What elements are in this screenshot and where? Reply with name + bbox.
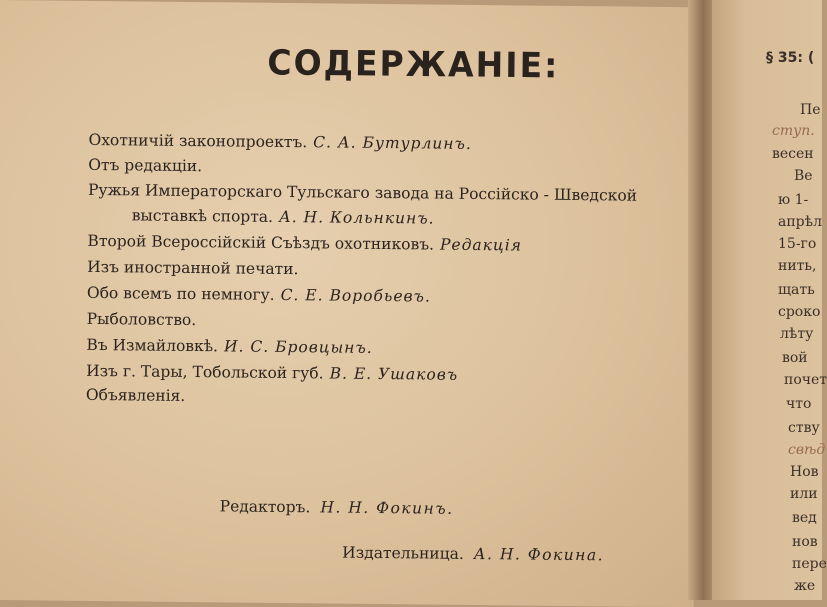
toc-entry-title: Отъ редакціи. <box>88 155 203 176</box>
toc-entry-2 <box>88 156 202 175</box>
right-line: Пе <box>800 102 821 118</box>
right-line: лѣту <box>780 326 814 342</box>
publisher-credit <box>342 544 604 565</box>
right-line: пере <box>792 556 827 572</box>
table-of-contents <box>85 130 689 405</box>
toc-entry-6 <box>87 284 431 306</box>
toc-entry-3 <box>88 181 637 205</box>
right-line: ству <box>788 420 820 436</box>
right-line: 15-го <box>778 236 817 252</box>
publisher-label: Издательница. <box>342 543 464 563</box>
publisher-name: А. Н. Фокина. <box>473 544 605 565</box>
toc-entry-title: Охотничій законопроектъ. <box>88 130 308 152</box>
right-line: щать <box>778 282 815 298</box>
toc-entry-title: выставкѣ спорта. <box>131 206 274 226</box>
right-line: вой <box>782 350 808 366</box>
toc-entry-3-cont <box>132 206 435 227</box>
right-line: сроко <box>778 304 821 320</box>
right-line: Нов <box>790 464 819 480</box>
toc-entry-5 <box>87 258 298 278</box>
right-line: весен <box>772 146 814 162</box>
editor-credit <box>220 497 454 517</box>
right-line: нов <box>792 534 818 550</box>
toc-entry-author: И. С. Бровцынъ. <box>223 337 373 357</box>
toc-entry-10 <box>86 386 186 405</box>
editor-label: Редакторъ. <box>219 497 311 517</box>
toc-entry-7 <box>87 310 197 329</box>
editor-name: Н. Н. Фокинъ. <box>320 498 454 518</box>
toc-entry-author: Редакція <box>439 235 523 255</box>
right-section-heading: § 35: ( <box>766 50 815 66</box>
toc-entry-author: С. А. Бутурлинъ. <box>313 133 472 153</box>
right-page <box>712 0 827 600</box>
toc-entry-author: С. Е. Воробьевъ. <box>280 285 431 306</box>
toc-entry-4 <box>87 232 522 255</box>
right-line: нить, <box>778 258 817 274</box>
toc-entry-title: Рыболовство. <box>86 309 197 330</box>
right-line: же <box>794 578 816 594</box>
toc-entry-title: Ружья Императорскаго Тульскаго завода на Россійско - Шведской <box>87 180 638 205</box>
toc-entry-title: Второй Всероссійскій Съѣздъ охотниковъ. <box>87 231 435 254</box>
toc-entry-1 <box>88 131 471 153</box>
toc-entry-9 <box>86 362 458 384</box>
toc-entry-title: Изъ иностранной печати. <box>87 257 299 279</box>
right-line: апрѣл <box>778 214 822 230</box>
right-line: ю 1- <box>778 192 809 208</box>
toc-entry-title: Изъ г. Тары, Тобольской губ. <box>86 361 324 383</box>
right-line: или <box>790 486 818 502</box>
toc-entry-title: Въ Измайловкѣ. <box>86 335 219 356</box>
toc-entry-title: Объявленія. <box>85 385 186 405</box>
toc-entry-author: А. Н. Кольнкинъ. <box>278 207 435 228</box>
toc-entry-title: Обо всемъ по немногу. <box>86 283 275 304</box>
right-line: что <box>786 396 812 412</box>
right-line: ступ. <box>772 123 815 139</box>
right-line: свѣд <box>788 442 826 458</box>
right-line: Ве <box>794 168 813 184</box>
right-line: вед <box>792 510 817 526</box>
toc-entry-author: В. Е. Ушаковъ <box>329 364 459 384</box>
right-line: почет <box>784 372 827 388</box>
page-title: СОДЕРЖАНІЕ: <box>267 41 560 86</box>
toc-entry-8 <box>86 336 373 357</box>
